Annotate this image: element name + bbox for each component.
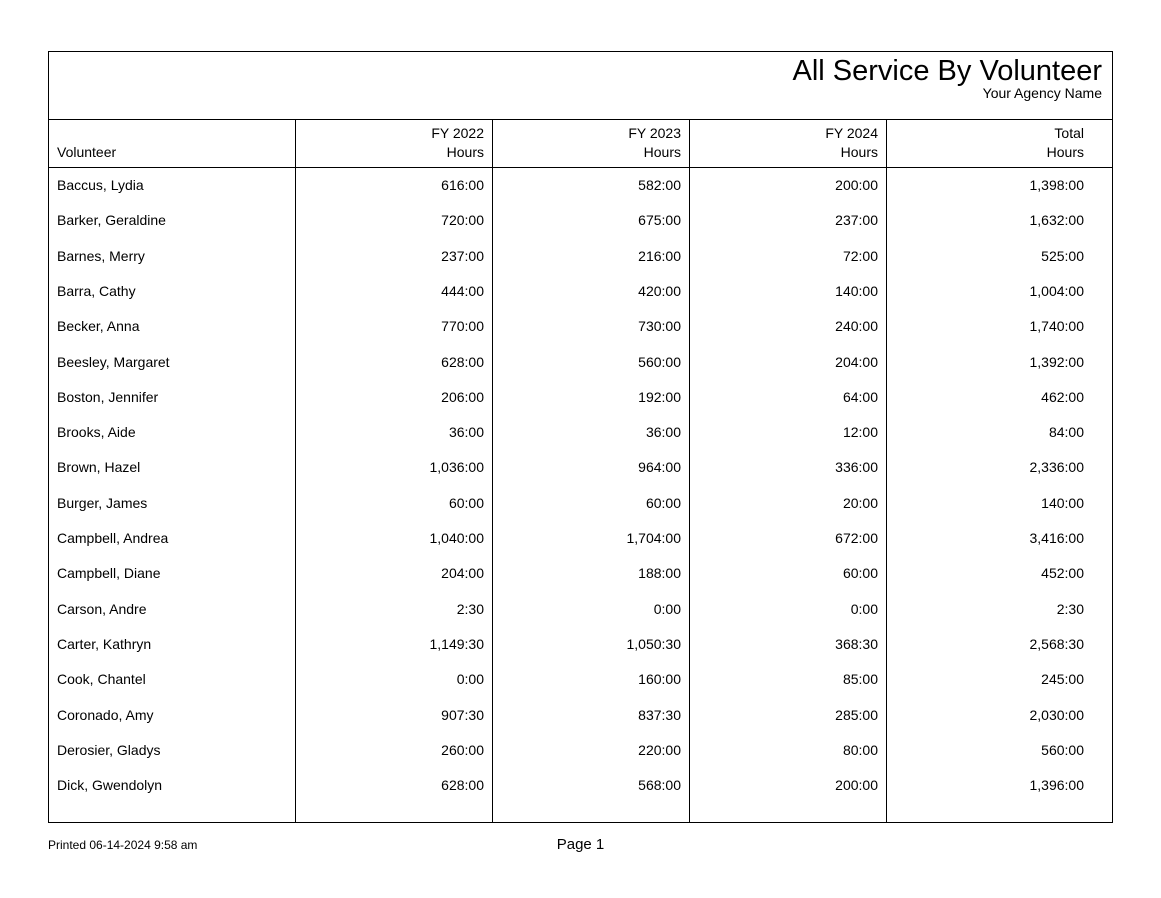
fy2024-hours-cell: 12:00	[842, 424, 878, 440]
agency-name: Your Agency Name	[982, 85, 1102, 101]
total-hours-cell: 1,392:00	[1029, 354, 1084, 370]
fy2022-hours-cell: 0:00	[456, 671, 484, 687]
fy2022-hours-cell: 907:30	[441, 707, 484, 723]
page-number: Page 1	[556, 836, 605, 853]
column-header-fy2024	[825, 124, 878, 164]
fy2022-hours-cell: 628:00	[441, 354, 484, 370]
fy2022-hours-cell: 36:00	[448, 424, 484, 440]
fy2024-hours-cell: 200:00	[835, 777, 878, 793]
column-header-fy2024-label: FY 2024	[825, 125, 878, 141]
volunteer-name-cell: Burger, James	[57, 495, 148, 511]
fy2023-hours-cell: 0:00	[653, 601, 681, 617]
table-row	[49, 600, 1112, 635]
volunteer-name-cell: Baccus, Lydia	[57, 177, 144, 193]
table-row	[49, 423, 1112, 458]
fy2024-hours-cell: 20:00	[842, 495, 878, 511]
volunteer-name-cell: Brown, Hazel	[57, 459, 141, 475]
volunteer-name-cell: Boston, Jennifer	[57, 389, 159, 405]
fy2022-hours-cell: 60:00	[448, 495, 484, 511]
fy2022-hours-cell: 204:00	[441, 565, 484, 581]
fy2024-hours-cell: 204:00	[835, 354, 878, 370]
fy2022-hours-cell: 2:30	[456, 601, 484, 617]
total-hours-cell: 1,632:00	[1029, 212, 1084, 228]
fy2022-hours-cell: 616:00	[441, 177, 484, 193]
volunteer-name-cell: Becker, Anna	[57, 318, 140, 334]
fy2024-hours-cell: 200:00	[835, 177, 878, 193]
fy2023-hours-cell: 675:00	[638, 212, 681, 228]
volunteer-name-cell: Barnes, Merry	[57, 248, 145, 264]
table-row	[49, 317, 1112, 352]
column-header-fy2023-unit: Hours	[643, 144, 681, 160]
fy2023-hours-cell: 188:00	[638, 565, 681, 581]
volunteer-name-cell: Beesley, Margaret	[57, 354, 170, 370]
table-row	[49, 529, 1112, 564]
total-hours-cell: 1,004:00	[1029, 283, 1084, 299]
fy2023-hours-cell: 730:00	[638, 318, 681, 334]
fy2022-hours-cell: 628:00	[441, 777, 484, 793]
fy2022-hours-cell: 1,149:30	[429, 636, 484, 652]
fy2023-hours-cell: 160:00	[638, 671, 681, 687]
volunteer-name-cell: Campbell, Andrea	[57, 530, 169, 546]
total-hours-cell: 2,568:30	[1029, 636, 1084, 652]
fy2023-hours-cell: 420:00	[638, 283, 681, 299]
fy2024-hours-cell: 60:00	[842, 565, 878, 581]
column-header-fy2024-unit: Hours	[840, 144, 878, 160]
total-hours-cell: 560:00	[1041, 742, 1084, 758]
table-row	[49, 458, 1112, 493]
table-row	[49, 282, 1112, 317]
column-header-fy2023	[628, 124, 681, 164]
column-header-volunteer: Volunteer	[57, 144, 117, 160]
column-header-total-label: Total	[1054, 125, 1084, 141]
table-row	[49, 670, 1112, 705]
fy2022-hours-cell: 237:00	[441, 248, 484, 264]
fy2023-hours-cell: 560:00	[638, 354, 681, 370]
table-row	[49, 741, 1112, 776]
volunteer-name-cell: Coronado, Amy	[57, 707, 154, 723]
fy2024-hours-cell: 336:00	[835, 459, 878, 475]
fy2023-hours-cell: 220:00	[638, 742, 681, 758]
table-row	[49, 564, 1112, 599]
fy2024-hours-cell: 240:00	[835, 318, 878, 334]
fy2024-hours-cell: 0:00	[850, 601, 878, 617]
table-row	[49, 494, 1112, 529]
fy2024-hours-cell: 72:00	[842, 248, 878, 264]
column-header-fy2022-unit: Hours	[446, 144, 484, 160]
fy2024-hours-cell: 80:00	[842, 742, 878, 758]
fy2023-hours-cell: 964:00	[638, 459, 681, 475]
column-header-total	[1047, 124, 1084, 164]
report-frame	[48, 51, 1113, 823]
printed-timestamp: Printed 06-14-2024 9:58 am	[48, 838, 198, 852]
total-hours-cell: 3,416:00	[1029, 530, 1084, 546]
fy2023-hours-cell: 582:00	[638, 177, 681, 193]
fy2022-hours-cell: 444:00	[441, 283, 484, 299]
total-hours-cell: 1,398:00	[1029, 177, 1084, 193]
fy2024-hours-cell: 285:00	[835, 707, 878, 723]
fy2024-hours-cell: 140:00	[835, 283, 878, 299]
fy2024-hours-cell: 368:30	[835, 636, 878, 652]
fy2022-hours-cell: 770:00	[441, 318, 484, 334]
fy2022-hours-cell: 1,036:00	[429, 459, 484, 475]
column-header-total-unit: Hours	[1046, 144, 1084, 160]
table-row	[49, 388, 1112, 423]
volunteer-name-cell: Barker, Geraldine	[57, 212, 166, 228]
total-hours-cell: 2:30	[1056, 601, 1084, 617]
table-row	[49, 706, 1112, 741]
table-row	[49, 176, 1112, 211]
total-hours-cell: 1,396:00	[1029, 777, 1084, 793]
volunteer-name-cell: Derosier, Gladys	[57, 742, 161, 758]
table-row	[49, 635, 1112, 670]
fy2024-hours-cell: 672:00	[835, 530, 878, 546]
volunteer-name-cell: Campbell, Diane	[57, 565, 161, 581]
volunteer-name-cell: Barra, Cathy	[57, 283, 136, 299]
report-title: All Service By Volunteer	[792, 55, 1102, 87]
total-hours-cell: 84:00	[1048, 424, 1084, 440]
total-hours-cell: 525:00	[1041, 248, 1084, 264]
table-row	[49, 353, 1112, 388]
total-hours-cell: 452:00	[1041, 565, 1084, 581]
table-row	[49, 776, 1112, 811]
fy2023-hours-cell: 568:00	[638, 777, 681, 793]
fy2022-hours-cell: 260:00	[441, 742, 484, 758]
fy2023-hours-cell: 36:00	[645, 424, 681, 440]
fy2023-hours-cell: 1,704:00	[626, 530, 681, 546]
header-divider	[49, 167, 1112, 168]
total-hours-cell: 140:00	[1041, 495, 1084, 511]
total-hours-cell: 2,030:00	[1029, 707, 1084, 723]
volunteer-name-cell: Dick, Gwendolyn	[57, 777, 163, 793]
fy2024-hours-cell: 85:00	[842, 671, 878, 687]
table-row	[49, 247, 1112, 282]
column-header-fy2022	[431, 124, 484, 164]
fy2023-hours-cell: 1,050:30	[626, 636, 681, 652]
table-row	[49, 211, 1112, 246]
fy2023-hours-cell: 216:00	[638, 248, 681, 264]
volunteer-name-cell: Brooks, Aide	[57, 424, 136, 440]
column-header-fy2022-label: FY 2022	[431, 125, 484, 141]
fy2024-hours-cell: 64:00	[842, 389, 878, 405]
volunteer-name-cell: Carson, Andre	[57, 601, 147, 617]
fy2023-hours-cell: 837:30	[638, 707, 681, 723]
volunteer-name-cell: Cook, Chantel	[57, 671, 146, 687]
volunteer-name-cell: Carter, Kathryn	[57, 636, 152, 652]
total-hours-cell: 2,336:00	[1029, 459, 1084, 475]
total-hours-cell: 462:00	[1041, 389, 1084, 405]
report-title-block	[49, 52, 1112, 120]
fy2022-hours-cell: 1,040:00	[429, 530, 484, 546]
fy2022-hours-cell: 720:00	[441, 212, 484, 228]
total-hours-cell: 1,740:00	[1029, 318, 1084, 334]
total-hours-cell: 245:00	[1041, 671, 1084, 687]
fy2024-hours-cell: 237:00	[835, 212, 878, 228]
fy2022-hours-cell: 206:00	[441, 389, 484, 405]
column-header-fy2023-label: FY 2023	[628, 125, 681, 141]
fy2023-hours-cell: 192:00	[638, 389, 681, 405]
fy2023-hours-cell: 60:00	[645, 495, 681, 511]
